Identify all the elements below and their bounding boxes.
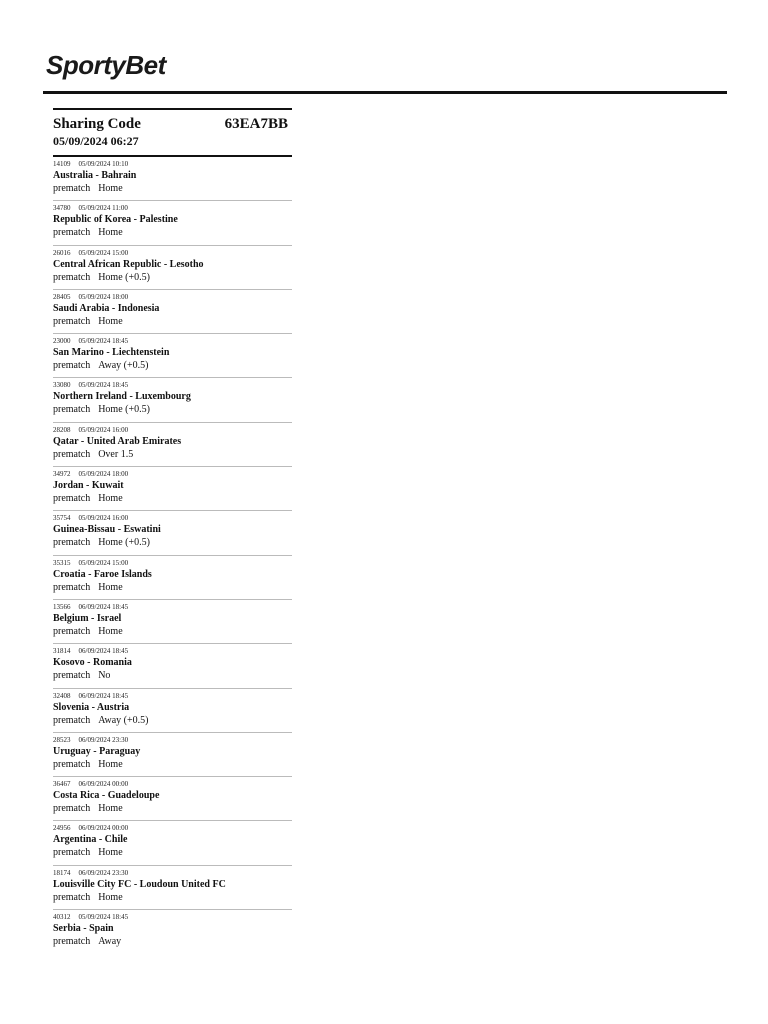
event-id: 35315 bbox=[53, 558, 71, 567]
event-market: prematch bbox=[53, 581, 91, 593]
event-id: 31814 bbox=[53, 647, 71, 656]
event-id: 32408 bbox=[53, 691, 71, 700]
event-datetime: 05/09/2024 15:00 bbox=[78, 558, 129, 567]
event-selection bbox=[53, 359, 292, 372]
event-meta bbox=[53, 647, 292, 656]
event-pick: Home (+0.5) bbox=[98, 404, 150, 416]
event-selection bbox=[53, 448, 292, 461]
event-datetime: 05/09/2024 18:00 bbox=[78, 292, 129, 301]
event-selection bbox=[53, 182, 292, 195]
event-id: 34780 bbox=[53, 204, 71, 213]
event-row bbox=[53, 600, 292, 644]
event-pick: Away bbox=[98, 936, 122, 948]
event-row bbox=[53, 467, 292, 511]
event-id: 18174 bbox=[53, 868, 71, 877]
event-datetime: 05/09/2024 15:00 bbox=[78, 248, 129, 257]
event-pick: Home bbox=[98, 183, 123, 194]
event-id: 14109 bbox=[53, 160, 71, 168]
event-row bbox=[53, 157, 292, 201]
event-teams: Qatar - United Arab Emirates bbox=[53, 435, 182, 447]
event-market: prematch bbox=[53, 404, 91, 416]
event-id: 24956 bbox=[53, 824, 71, 833]
event-pick: Home bbox=[98, 581, 123, 593]
event-market: prematch bbox=[53, 803, 91, 815]
event-meta bbox=[53, 692, 292, 701]
event-meta bbox=[53, 204, 292, 213]
event-market: prematch bbox=[53, 714, 91, 726]
event-pick: Home bbox=[98, 315, 123, 327]
event-id: 26016 bbox=[53, 248, 71, 257]
event-row bbox=[53, 644, 292, 688]
event-selection bbox=[53, 891, 292, 904]
event-selection bbox=[53, 802, 292, 815]
event-pick: Home bbox=[98, 758, 123, 770]
event-teams: Uruguay - Paraguay bbox=[53, 745, 141, 757]
event-market: prematch bbox=[53, 493, 91, 505]
event-selection bbox=[53, 714, 292, 727]
event-market: prematch bbox=[53, 847, 91, 859]
event-datetime: 05/09/2024 18:45 bbox=[78, 337, 129, 346]
sportybet-logo: SportyBet bbox=[46, 50, 166, 80]
event-teams: Costa Rica - Guadeloupe bbox=[53, 790, 160, 802]
event-list bbox=[53, 157, 292, 954]
event-teams: Saudi Arabia - Indonesia bbox=[53, 302, 160, 314]
event-datetime: 05/09/2024 16:00 bbox=[78, 514, 129, 523]
event-id: 28208 bbox=[53, 425, 71, 434]
event-meta bbox=[53, 780, 292, 789]
sharing-code-value: 63EA7BB bbox=[224, 116, 288, 132]
event-datetime: 05/09/2024 10:10 bbox=[78, 160, 129, 168]
event-meta bbox=[53, 470, 292, 479]
event-row bbox=[53, 246, 292, 290]
event-row bbox=[53, 511, 292, 555]
event-pick: Home bbox=[98, 227, 123, 239]
event-row bbox=[53, 378, 292, 422]
event-market: prematch bbox=[53, 315, 91, 327]
event-meta bbox=[53, 869, 292, 878]
event-teams: Slovenia - Austria bbox=[53, 701, 130, 713]
event-meta bbox=[53, 514, 292, 523]
event-market: prematch bbox=[53, 936, 91, 948]
event-datetime: 05/09/2024 16:00 bbox=[78, 425, 129, 434]
event-id: 28523 bbox=[53, 735, 71, 744]
event-row bbox=[53, 777, 292, 821]
event-pick: Home bbox=[98, 847, 123, 859]
event-row bbox=[53, 689, 292, 733]
sharing-code-label: Sharing Code bbox=[53, 116, 141, 132]
event-row bbox=[53, 910, 292, 954]
event-meta bbox=[53, 249, 292, 258]
event-meta bbox=[53, 160, 292, 169]
event-pick: Over 1.5 bbox=[98, 448, 134, 460]
event-meta bbox=[53, 293, 292, 302]
event-market: prematch bbox=[53, 625, 91, 637]
event-market: prematch bbox=[53, 360, 91, 372]
event-selection bbox=[53, 492, 292, 505]
event-meta bbox=[53, 426, 292, 435]
event-meta bbox=[53, 603, 292, 612]
event-datetime: 05/09/2024 18:00 bbox=[78, 470, 129, 479]
event-datetime: 06/09/2024 00:00 bbox=[78, 780, 129, 789]
event-row bbox=[53, 866, 292, 910]
event-market: prematch bbox=[53, 537, 91, 549]
event-selection bbox=[53, 271, 292, 284]
event-teams: San Marino - Liechtenstein bbox=[53, 347, 170, 359]
event-market: prematch bbox=[53, 448, 91, 460]
event-datetime: 06/09/2024 18:45 bbox=[78, 647, 129, 656]
event-meta bbox=[53, 559, 292, 568]
event-pick: Away (+0.5) bbox=[98, 360, 149, 372]
event-datetime: 06/09/2024 23:30 bbox=[78, 735, 129, 744]
event-datetime: 06/09/2024 00:00 bbox=[78, 824, 129, 833]
event-pick: Away (+0.5) bbox=[98, 714, 149, 726]
event-datetime: 05/09/2024 18:45 bbox=[78, 381, 129, 390]
event-meta bbox=[53, 736, 292, 745]
ticket-header bbox=[53, 110, 292, 157]
event-pick: Home bbox=[98, 625, 123, 637]
event-selection bbox=[53, 581, 292, 594]
event-row bbox=[53, 290, 292, 334]
event-row bbox=[53, 733, 292, 777]
event-market: prematch bbox=[53, 227, 91, 239]
event-pick: Home (+0.5) bbox=[98, 271, 150, 283]
event-row bbox=[53, 201, 292, 245]
event-id: 36467 bbox=[53, 780, 71, 789]
event-selection bbox=[53, 935, 292, 948]
event-market: prematch bbox=[53, 891, 91, 903]
event-row bbox=[53, 423, 292, 467]
event-id: 33080 bbox=[53, 381, 71, 390]
event-market: prematch bbox=[53, 271, 91, 283]
event-datetime: 06/09/2024 23:30 bbox=[78, 868, 129, 877]
event-datetime: 06/09/2024 18:45 bbox=[78, 691, 129, 700]
event-selection bbox=[53, 315, 292, 328]
event-selection bbox=[53, 403, 292, 416]
page-divider bbox=[43, 91, 727, 94]
event-teams: Northern Ireland - Luxembourg bbox=[53, 391, 191, 403]
event-teams: Republic of Korea - Palestine bbox=[53, 214, 178, 226]
event-market: prematch bbox=[53, 758, 91, 770]
event-selection bbox=[53, 758, 292, 771]
event-teams: Kosovo - Romania bbox=[53, 657, 132, 669]
event-row bbox=[53, 334, 292, 378]
event-id: 13566 bbox=[53, 602, 71, 611]
event-pick: Home (+0.5) bbox=[98, 537, 150, 549]
event-row bbox=[53, 556, 292, 600]
event-teams: Serbia - Spain bbox=[53, 923, 114, 935]
bet-ticket bbox=[53, 108, 292, 954]
event-teams: Central African Republic - Lesotho bbox=[53, 258, 204, 270]
event-meta bbox=[53, 337, 292, 346]
event-meta bbox=[53, 381, 292, 390]
event-selection bbox=[53, 625, 292, 638]
event-id: 23000 bbox=[53, 337, 71, 346]
event-teams: Jordan - Kuwait bbox=[53, 480, 124, 492]
event-datetime: 05/09/2024 18:45 bbox=[78, 913, 129, 922]
event-teams: Argentina - Chile bbox=[53, 834, 128, 846]
event-selection bbox=[53, 226, 292, 239]
event-pick: Home bbox=[98, 803, 123, 815]
event-meta bbox=[53, 913, 292, 922]
event-market: prematch bbox=[53, 183, 91, 194]
event-pick: No bbox=[98, 670, 111, 682]
event-pick: Home bbox=[98, 493, 123, 505]
event-selection bbox=[53, 846, 292, 859]
event-teams: Croatia - Faroe Islands bbox=[53, 568, 152, 580]
event-datetime: 05/09/2024 11:00 bbox=[78, 204, 128, 213]
event-datetime: 06/09/2024 18:45 bbox=[78, 602, 129, 611]
ticket-date: 05/09/2024 06:27 bbox=[53, 134, 139, 148]
event-row bbox=[53, 821, 292, 865]
event-selection bbox=[53, 669, 292, 682]
event-id: 40312 bbox=[53, 913, 71, 922]
event-id: 35754 bbox=[53, 514, 71, 523]
event-id: 34972 bbox=[53, 470, 71, 479]
event-market: prematch bbox=[53, 670, 91, 682]
event-id: 28405 bbox=[53, 292, 71, 301]
event-teams: Australia - Bahrain bbox=[53, 170, 137, 181]
event-teams: Guinea-Bissau - Eswatini bbox=[53, 524, 161, 536]
event-selection bbox=[53, 536, 292, 549]
event-teams: Belgium - Israel bbox=[53, 612, 122, 624]
event-teams: Louisville City FC - Loudoun United FC bbox=[53, 878, 226, 890]
event-meta bbox=[53, 824, 292, 833]
event-pick: Home bbox=[98, 891, 123, 903]
